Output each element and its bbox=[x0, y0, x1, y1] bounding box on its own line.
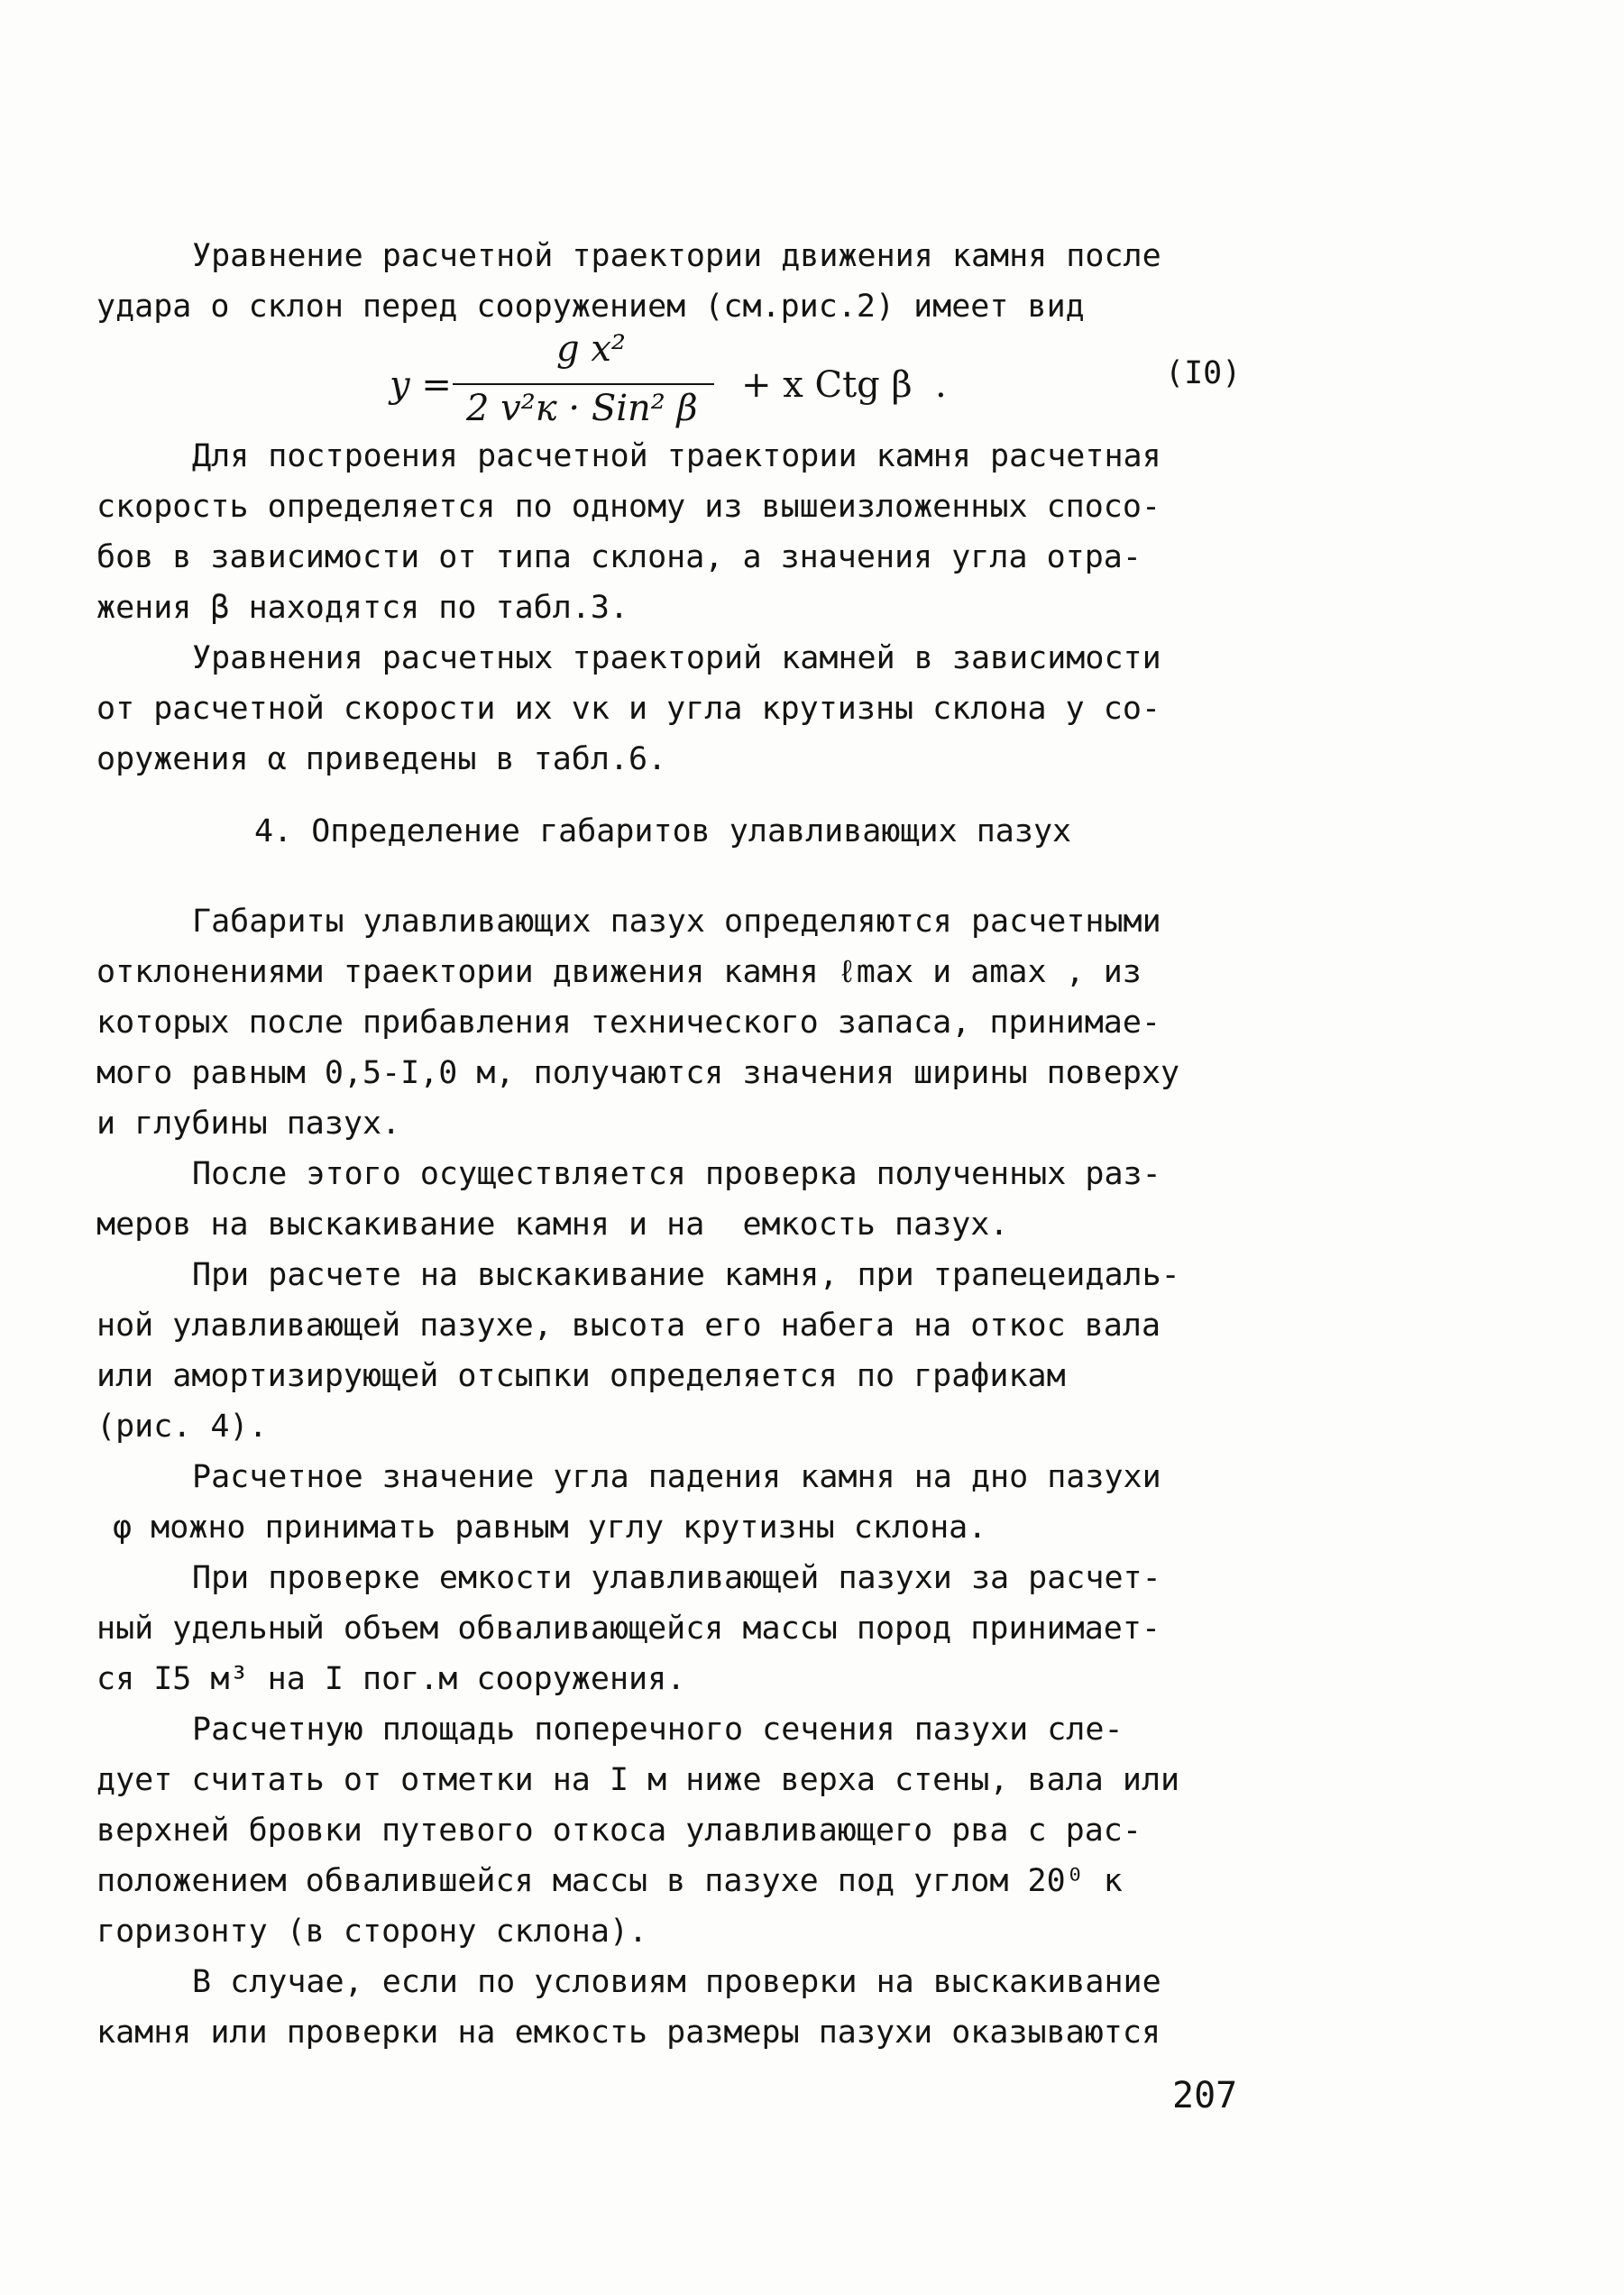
paragraph-3-line-2: от расчетной скорости их vк и угла крутизны склона у со- bbox=[96, 691, 1161, 727]
paragraph-7-line-2: φ можно принимать равным углу крутизны склона. bbox=[113, 1510, 987, 1546]
formula-number: (I0) bbox=[1165, 355, 1242, 391]
paragraph-7-line-1: Расчетное значение угла падения камня на дно пазухи bbox=[192, 1459, 1161, 1495]
paragraph-10-line-2: камня или проверки на емкость размеры пазухи оказываются bbox=[96, 2015, 1161, 2051]
paragraph-9-line-4: положением обвалившейся массы в пазухе под углом 20⁰ к bbox=[96, 1863, 1123, 1899]
paragraph-8-line-1: При проверке емкости улавливающей пазухи за расчет- bbox=[192, 1560, 1161, 1596]
paragraph-10-line-1: В случае, если по условиям проверки на выскакивание bbox=[192, 1964, 1161, 2000]
paragraph-8-line-3: ся I5 м³ на I пог.м сооружения. bbox=[96, 1661, 686, 1697]
paragraph-9-line-1: Расчетную площадь поперечного сечения пазухи сле- bbox=[192, 1712, 1124, 1748]
formula-denominator: 2 v²к · Sin² β bbox=[466, 388, 698, 429]
paragraph-2-line-4: жения β находятся по табл.3. bbox=[96, 590, 629, 626]
paragraph-4-line-2: отклонениями траектории движения камня ℓmax и amax , из bbox=[96, 954, 1142, 990]
paragraph-5-line-1: После этого осуществляется проверка полученных раз- bbox=[192, 1156, 1161, 1192]
paragraph-2-line-3: бов в зависимости от типа склона, а значения угла отра- bbox=[96, 539, 1142, 575]
page-number: 207 bbox=[1172, 2075, 1238, 2116]
paragraph-3-line-1: Уравнения расчетных траекторий камней в зависимости bbox=[192, 640, 1161, 676]
paragraph-9-line-3: верхней бровки путевого откоса улавливающего рва с рас- bbox=[96, 1813, 1142, 1849]
paragraph-8-line-2: ный удельный объем обваливающейся массы пород принимает- bbox=[96, 1611, 1161, 1647]
formula-lhs: y = bbox=[390, 364, 452, 406]
formula-numerator: g x² bbox=[556, 328, 626, 370]
paragraph-4-line-1: Габариты улавливающих пазух определяются расчетными bbox=[192, 904, 1161, 940]
formula-10 bbox=[390, 328, 1255, 436]
paragraph-6-line-3: или амортизирующей отсыпки определяется по графикам bbox=[96, 1358, 1066, 1394]
section-heading: 4. Определение габаритов улавливающих пазух bbox=[254, 813, 1072, 849]
paragraph-6-line-4: (рис. 4). bbox=[96, 1409, 268, 1445]
paragraph-4-line-5: и глубины пазух. bbox=[96, 1106, 401, 1142]
paragraph-3-line-3: оружения α приведены в табл.6. bbox=[96, 741, 667, 777]
paragraph-5-line-2: меров на выскакивание камня и на емкость пазух. bbox=[96, 1207, 1009, 1243]
fraction-bar bbox=[453, 383, 714, 385]
formula-rhs: + x Ctg β . bbox=[741, 364, 947, 406]
paragraph-2-line-2: скорость определяется по одному из вышеизложенных спосо- bbox=[96, 489, 1161, 525]
paragraph-1-line-1: Уравнение расчетной траектории движения камня после bbox=[192, 238, 1161, 274]
paragraph-9-line-2: дует считать от отметки на I м ниже верха стены, вала или bbox=[96, 1762, 1180, 1798]
paragraph-4-line-3: которых после прибавления технического запаса, принимае- bbox=[96, 1005, 1161, 1041]
paragraph-6-line-2: ной улавливающей пазухе, высота его набега на откос вала bbox=[96, 1308, 1161, 1344]
paragraph-2-line-1: Для построения расчетной траектории камня расчетная bbox=[192, 438, 1161, 474]
paragraph-6-line-1: При расчете на выскакивание камня, при трапецеидаль- bbox=[192, 1257, 1180, 1293]
paragraph-1-line-2: удара о склон перед сооружением (см.рис.2) имеет вид bbox=[96, 289, 1085, 325]
paragraph-4-line-4: мого равным 0,5-I,0 м, получаются значения ширины поверху bbox=[96, 1055, 1180, 1091]
paragraph-9-line-5: горизонту (в сторону склона). bbox=[96, 1914, 648, 1950]
